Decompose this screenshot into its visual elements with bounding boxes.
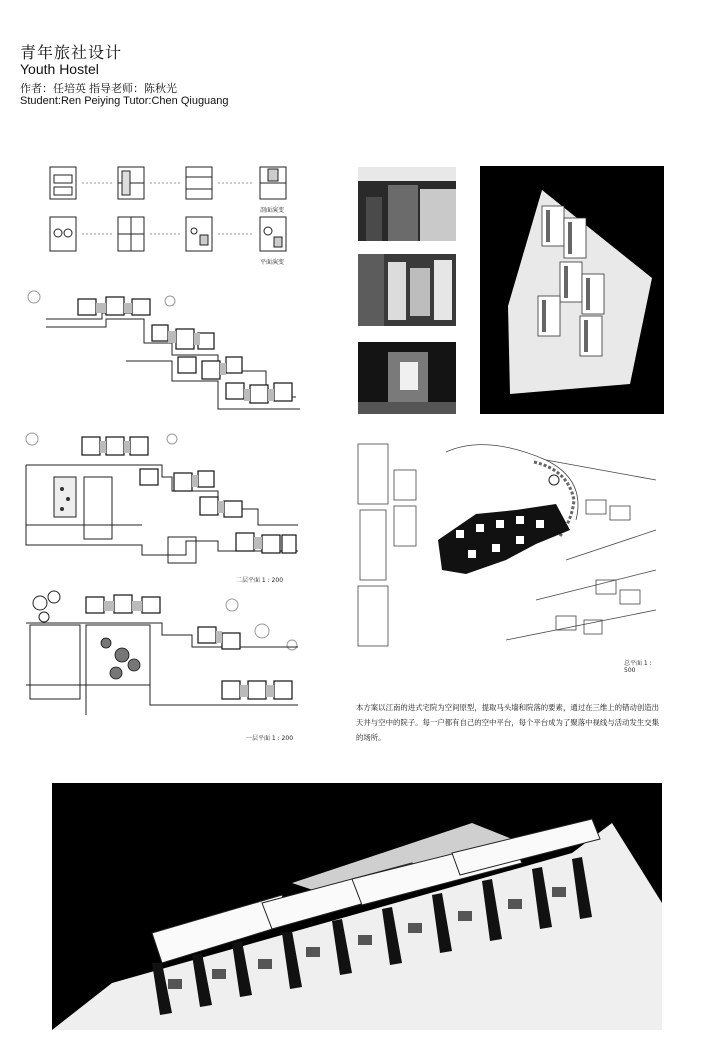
design-description: 本方案以江南的进式宅院为空间原型，提取马头墙和院落的要素，通过在三维上的错动创造出天井与空中的院子。每一户都有自己的空中平台，每个平台成为了聚落中视线与活动发生交集的场所。: [356, 703, 660, 742]
photo-model-top-svg: [480, 166, 664, 414]
second-floor-plan: [22, 425, 300, 587]
photo-model-perspective: [52, 783, 662, 1030]
photo-interior-3-svg: [358, 342, 456, 414]
label-first-floor: 一层平面 1 : 200: [246, 735, 294, 742]
third-floor-plan: [22, 285, 300, 435]
photo-interior-1-svg: [358, 167, 456, 241]
title-chinese: 青年旅社设计: [20, 43, 123, 62]
photo-interior-1: [358, 167, 456, 241]
label-site-plan: 总平面 1 : 500: [624, 660, 652, 674]
evolution-diagrams: [46, 165, 306, 270]
second-floor-plan-svg: [22, 425, 300, 575]
label-section-evolution: 剖面演变: [260, 207, 285, 214]
label-second-floor: 二层平面 1 : 200: [236, 577, 284, 584]
label-plan-evolution: 平面演变: [260, 259, 285, 266]
author-line: 作者：任培英 指导老师：陈秋光: [20, 83, 178, 95]
evolution-diagrams-svg: [46, 165, 306, 270]
first-floor-plan: [22, 585, 300, 750]
photo-interior-2: [358, 254, 456, 326]
student-line: Student:Ren Peiying Tutor:Chen Qiuguang: [20, 95, 229, 107]
site-plan: [356, 440, 662, 674]
photo-model-perspective-svg: [52, 783, 662, 1030]
photo-interior-2-svg: [358, 254, 456, 326]
first-floor-plan-svg: [22, 585, 300, 725]
site-plan-svg: [356, 440, 662, 652]
title-english: Youth Hostel: [20, 61, 99, 77]
photo-model-top: [480, 166, 664, 414]
third-floor-plan-svg: [22, 285, 300, 425]
photo-interior-3: [358, 342, 456, 414]
